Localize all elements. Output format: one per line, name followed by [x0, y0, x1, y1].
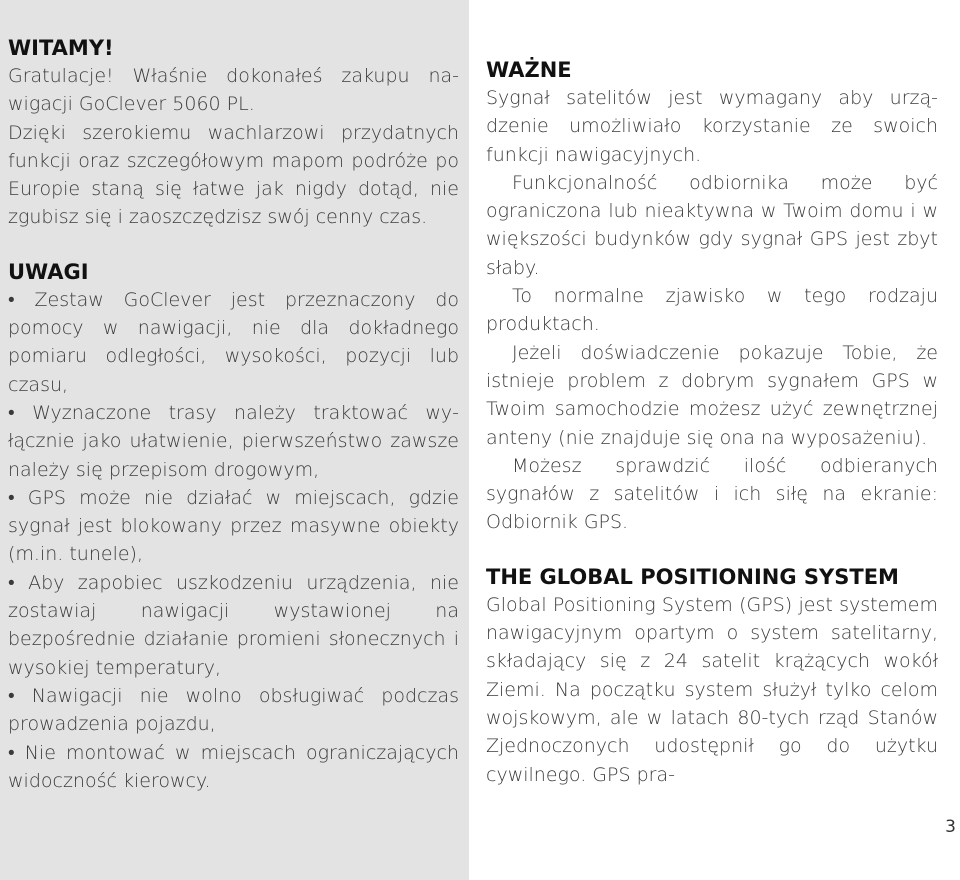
- section-gap: [486, 537, 938, 563]
- page-number: 3: [945, 817, 956, 837]
- gps-title: THE GLOBAL POSITIONING SYSTEM: [486, 564, 899, 589]
- important-paragraph-3: To normalne zjawisko w tego rodzaju produktach.: [486, 285, 938, 336]
- important-paragraph-4: Jeżeli doświadczenie pokazuje Tobie, że istnieje problem z dobrym sygnałem GPS w Twoim samochodzie możesz użyć zewnętrznej anteny (nie znajduje się ona na wyposażeniu).: [486, 341, 938, 449]
- important-paragraph-2: Funkcjonalność odbiornika może być ograniczona lub nieaktywna w Twoim domu i w większości budynków gdy sygnał GPS jest zbyt słaby.: [486, 171, 938, 279]
- welcome-paragraph-2: Dzięki szerokiemu wachlarzowi przydatnych funkcji oraz szczegółowym mapom podróże po Europie staną się łatwe jak nigdy dotąd, nie zgubisz się i zaoszczędzisz swój cenny czas.: [8, 121, 459, 229]
- note-item: • Aby zapobiec uszkodzeniu urządzenia, nie zostawiaj nawigacji wystawionej na bezpośrednie działanie promieni słonecznych i wysokiej temperatury,: [8, 569, 459, 682]
- important-title: WAŻNE: [486, 58, 572, 82]
- gps-paragraph-1: Global Positioning System (GPS) jest systemem nawigacyjnym opartym o system satelitarny, składający się z 24 satelit krążących wokół Ziemi. Na początku system służył tylko celom wojskowym, ale w latach 80-tych rząd Stanów Zjednoczonych udostępnił go do użytku cywilnego. GPS pra-: [486, 593, 938, 786]
- note-item: • Nawigacji nie wolno obsługiwać podczas prowadzenia pojazdu,: [8, 682, 459, 739]
- welcome-paragraph-1: Gratulacje! Właśnie dokonałeś zakupu nawigacji GoClever 5060 PL.: [8, 65, 459, 116]
- important-paragraph-1: Sygnał satelitów jest wymagany aby urządzenie umożliwiało korzystanie ze swoich funkcji nawigacyjnych.: [486, 87, 938, 166]
- notes-title: UWAGI: [8, 259, 89, 284]
- section-gap: [8, 232, 459, 258]
- welcome-title: WITAMY!: [8, 36, 114, 60]
- left-column: [0, 0, 469, 880]
- right-column: [478, 0, 938, 880]
- important-paragraph-5: Możesz sprawdzić ilość odbieranych sygnałów z satelitów i ich siłę na ekranie: Odbiornik GPS.: [486, 454, 938, 534]
- note-item: • Nie montować w miejscach ograniczających widoczność kierowcy.: [8, 739, 459, 796]
- note-item: • GPS może nie działać w miejscach, gdzie sygnał jest blokowany przez masywne obiekty (m.in. tunele),: [8, 484, 459, 569]
- note-item: • Wyznaczone trasy należy traktować wyłącznie jako ułatwienie, pierwszeństwo zawsze należy się przepisom drogowym,: [8, 399, 459, 484]
- note-item: • Zestaw GoClever jest przeznaczony do pomocy w nawigacji, nie dla dokładnego pomiaru odległości, wysokości, pozycji lub czasu,: [8, 286, 459, 399]
